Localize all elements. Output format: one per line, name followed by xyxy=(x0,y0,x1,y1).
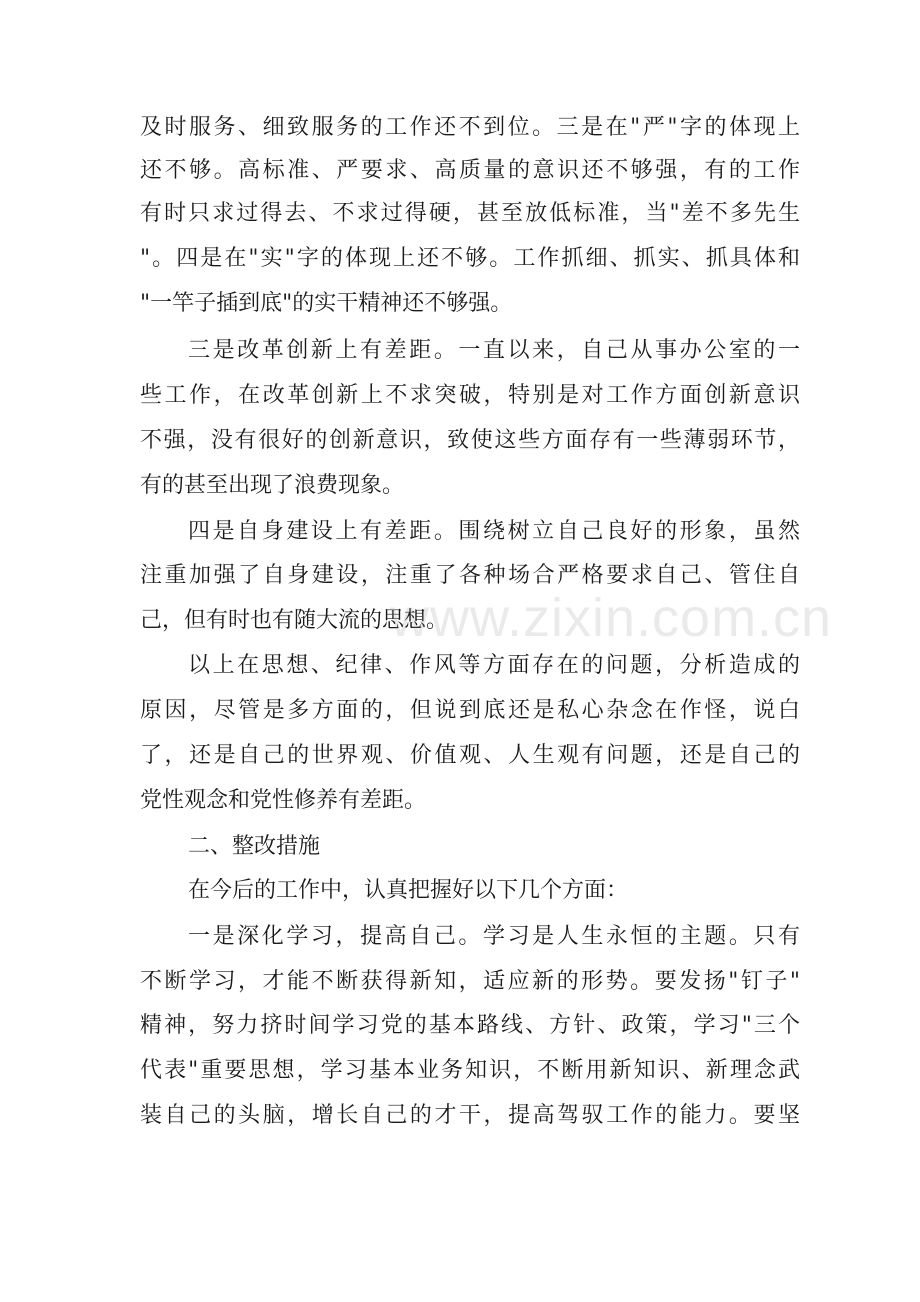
paragraph-first-line: 三是改革创新上有差距。一直以来，自己从事办公室的一 xyxy=(188,338,800,363)
section-heading: 二、整改措施 xyxy=(188,834,321,859)
text-line: "。四是在"实"字的体现上还不够。工作抓细、抓实、抓具体和 xyxy=(140,246,800,271)
text-line: 不强，没有很好的创新意识，致使这些方面存有一些薄弱环节， xyxy=(140,428,800,453)
text-line: 原因，尽管是多方面的，但说到底还是私心杂念在作怪，说白 xyxy=(140,698,800,723)
text-line: 党性观念和党性修养有差距。 xyxy=(140,788,427,813)
text-line: 精神，努力挤时间学习党的基本路线、方针、政策，学习"三个 xyxy=(140,1013,800,1038)
text-line: 了，还是自己的世界观、价值观、人生观有问题，还是自己的 xyxy=(140,743,800,768)
text-line: 有时只求过得去、不求过得硬，甚至放低标准，当"差不多先生 xyxy=(140,201,800,226)
paragraph-first-line: 在今后的工作中，认真把握好以下几个方面： xyxy=(188,878,629,903)
text-line: 装自己的头脑，增长自己的才干，提高驾驭工作的能力。要坚 xyxy=(140,1103,800,1128)
paragraph-first-line: 一是深化学习，提高自己。学习是人生永恒的主题。只有 xyxy=(188,924,800,949)
paragraph-first-line: 以上在思想、纪律、作风等方面存在的问题，分析造成的 xyxy=(188,653,800,678)
text-line: "一竿子插到底"的实干精神还不够强。 xyxy=(140,291,513,316)
paragraph-first-line: 四是自身建设上有差距。围绕树立自己良好的形象，虽然 xyxy=(188,519,800,544)
text-line: 代表"重要思想，学习基本业务知识，不断用新知识、新理念武 xyxy=(140,1058,800,1083)
text-line: 及时服务、细致服务的工作还不到位。三是在"严"字的体现上 xyxy=(140,115,800,140)
text-line: 注重加强了自身建设，注重了各种场合严格要求自己、管住自 xyxy=(140,563,800,588)
text-line: 些工作，在改革创新上不求突破，特别是对工作方面创新意识 xyxy=(140,383,800,408)
text-line: 己，但有时也有随大流的思想。 xyxy=(140,608,449,633)
watermark: www.zixin.com.cn xyxy=(390,588,833,648)
text-line: 有的甚至出现了浪费现象。 xyxy=(140,473,405,498)
text-line: 不断学习，才能不断获得新知，适应新的形势。要发扬"钉子" xyxy=(140,969,800,994)
text-line: 还不够。高标准、严要求、高质量的意识还不够强，有的工作 xyxy=(140,158,800,183)
